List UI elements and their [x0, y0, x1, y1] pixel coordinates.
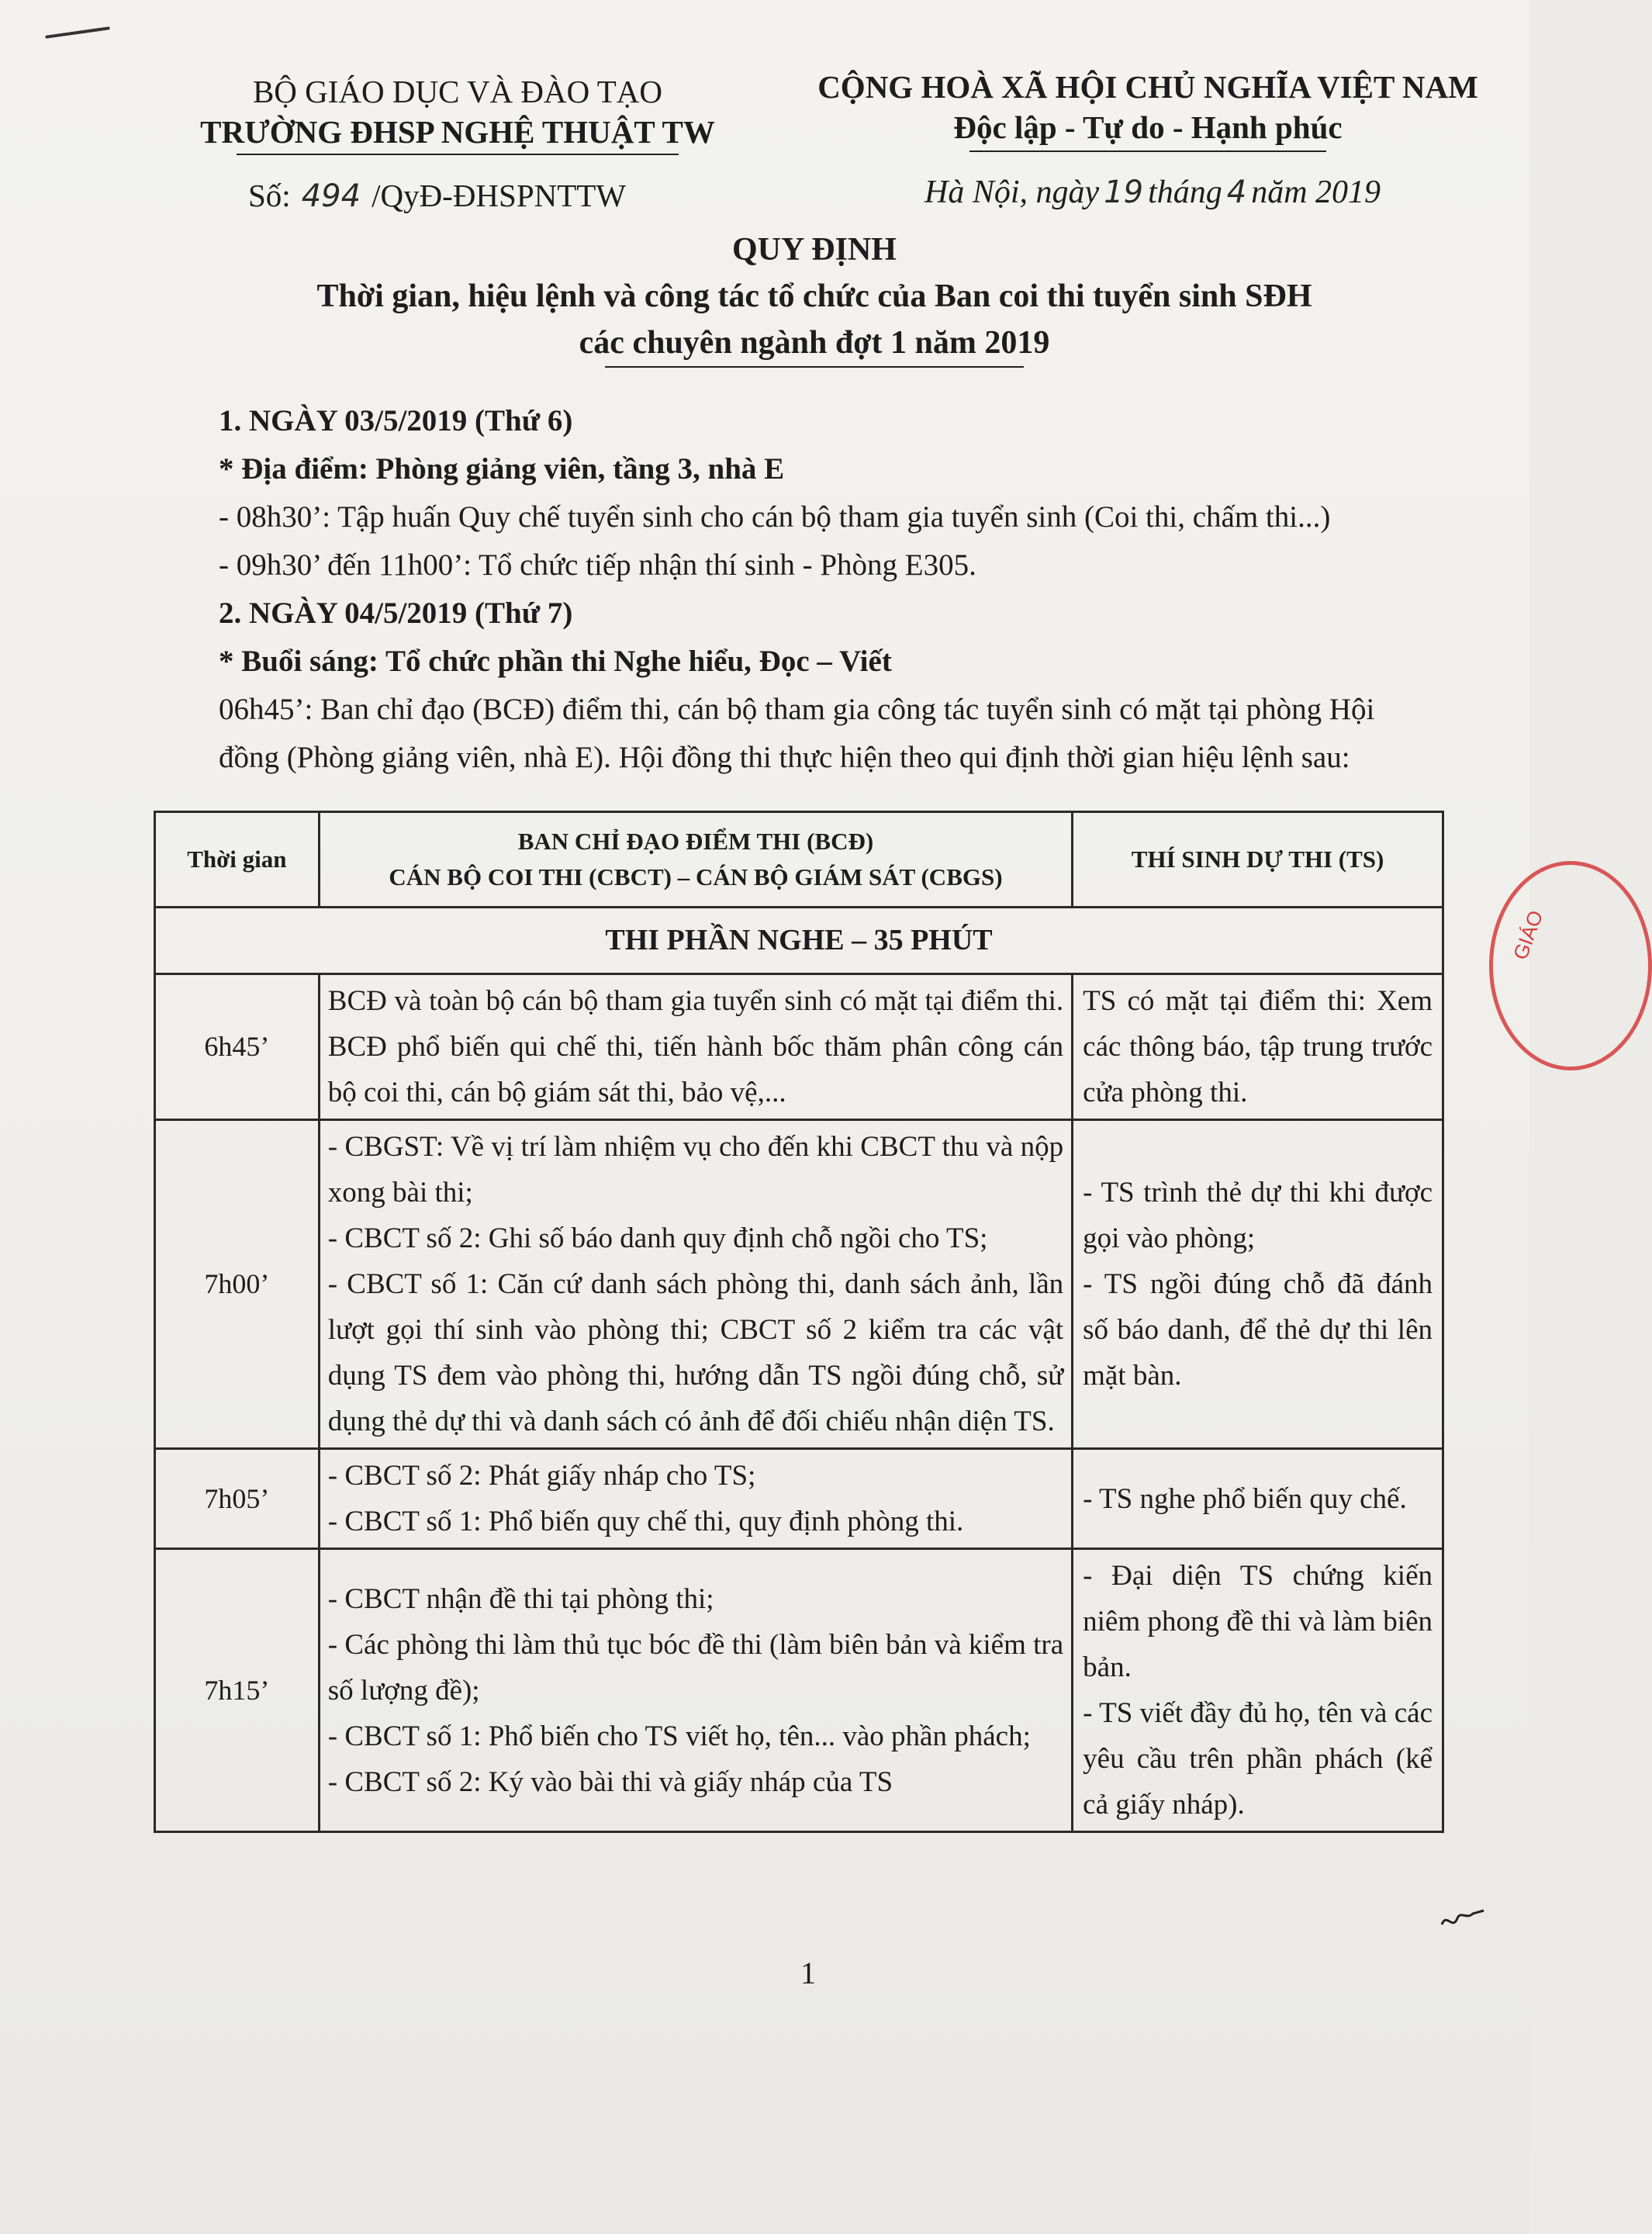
candidate-duty-line: - Đại diện TS chứng kiến niêm phong đề thi và làm biên bản.: [1083, 1560, 1433, 1683]
school-name: TRƯỜNG ĐHSP NGHỆ THUẬT TW: [200, 114, 715, 150]
table-header-row: [155, 812, 1443, 908]
motto-underline: [969, 150, 1326, 152]
section-title: THI PHẦN NGHE – 35 PHÚT: [155, 908, 1443, 974]
doc-number-prefix: Số:: [248, 178, 291, 213]
section-1: [219, 397, 1429, 782]
doc-number-value: 494: [301, 178, 361, 214]
candidate-duty-line: TS có mặt tại điểm thi: Xem các thông báo, tập trung trước cửa phòng thi.: [1083, 985, 1433, 1108]
country-name: CỘNG HOÀ XÃ HỘI CHỦ NGHĨA VIỆT NAM: [817, 69, 1478, 105]
table-row: [155, 1449, 1443, 1549]
staff-duty-line: - Các phòng thi làm thủ tục bóc đề thi (làm biên bản và kiểm tra số lượng đề);: [327, 1628, 1064, 1707]
document-date: [924, 174, 1381, 211]
section1-item1: - 08h30’: Tập huấn Quy chế tuyển sinh cho cán bộ tham gia tuyển sinh (Coi thi, chấm thi...): [219, 500, 1331, 534]
staff-duty-line: - CBCT số 1: Phổ biến cho TS viết họ, tên... vào phần phách;: [327, 1720, 1031, 1752]
section2-session: * Buổi sáng: Tổ chức phần thi Nghe hiểu, Đọc – Viết: [219, 645, 892, 678]
title-underline: [605, 366, 1024, 368]
col-candidate-header: THÍ SINH DỰ THI (TS): [1073, 812, 1443, 908]
date-day: 19: [1104, 175, 1144, 210]
row-staff-duties: [319, 974, 1072, 1120]
row-staff-duties: [319, 1120, 1072, 1449]
table-row: [155, 1549, 1443, 1832]
staff-duty-line: BCĐ và toàn bộ cán bộ tham gia tuyển sinh có mặt tại điểm thi. BCĐ phổ biến qui chế thi, tiến hành bốc thăm phân công cán bộ coi thi, cán bộ giám sát thi, bảo vệ,...: [327, 985, 1064, 1108]
date-part2: tháng: [1148, 175, 1222, 210]
row-time: 7h05’: [155, 1449, 320, 1549]
document-title: [0, 227, 1629, 368]
pen-mark: [45, 26, 110, 39]
section1-heading: 1. NGÀY 03/5/2019 (Thứ 6): [219, 404, 573, 437]
row-candidate-duties: [1073, 974, 1443, 1120]
candidate-duty-line: - TS ngồi đúng chỗ đã đánh số báo danh, để thẻ dự thi lên mặt bàn.: [1083, 1268, 1433, 1392]
date-part1: Hà Nội, ngày: [924, 175, 1100, 210]
row-time: 7h15’: [155, 1549, 320, 1832]
row-candidate-duties: [1073, 1449, 1443, 1549]
staff-duty-line: - CBCT nhận đề thi tại phòng thi;: [327, 1582, 714, 1615]
signature-mark: [1439, 1897, 1485, 1935]
row-time: 7h00’: [155, 1120, 320, 1449]
col-staff-header-line1: BAN CHỈ ĐẠO ĐIỂM THI (BCĐ): [517, 828, 874, 855]
staff-duty-line: - CBCT số 2: Ghi số báo danh quy định chỗ ngồi cho TS;: [327, 1222, 988, 1254]
doc-number-suffix: /QyĐ-ĐHSPNTTW: [372, 178, 627, 213]
national-motto: Độc lập - Tự do - Hạnh phúc: [953, 109, 1343, 145]
table-body: [155, 974, 1443, 1832]
staff-duty-line: - CBGST: Về vị trí làm nhiệm vụ cho đến khi CBCT thu và nộp xong bài thi;: [327, 1131, 1064, 1209]
school-underline: [237, 154, 679, 155]
ministry-header: [178, 71, 737, 155]
candidate-duty-line: - TS nghe phổ biến quy chế.: [1083, 1482, 1407, 1515]
title-sub2: các chuyên ngành đợt 1 năm 2019: [579, 325, 1050, 361]
candidate-duty-line: - TS trình thẻ dự thi khi được gọi vào phòng;: [1083, 1177, 1433, 1254]
col-staff-header-line2: CÁN BỘ COI THI (CBCT) – CÁN BỘ GIÁM SÁT (CBGS): [389, 863, 1003, 890]
date-part3: năm 2019: [1251, 175, 1381, 210]
table-row: [155, 974, 1443, 1120]
row-time: 6h45’: [155, 974, 320, 1120]
title-main: QUY ĐỊNH: [732, 232, 897, 268]
stamp-text: GIÁO: [1508, 907, 1548, 963]
section2-intro: 06h45’: Ban chỉ đạo (BCĐ) điểm thi, cán bộ tham gia công tác tuyển sinh có mặt tại phòng Hội đồng (Phòng giảng viên, nhà E). Hội đồng thi thực hiện theo qui định thời gian hiệu lệnh sau:: [219, 693, 1375, 774]
document-number: [248, 177, 626, 214]
candidate-duty-line: - TS viết đầy đủ họ, tên và các yêu cầu trên phần phách (kể cả giấy nháp).: [1083, 1697, 1433, 1821]
staff-duty-line: - CBCT số 2: Phát giấy nháp cho TS;: [327, 1460, 756, 1492]
row-staff-duties: [319, 1549, 1072, 1832]
staff-duty-line: - CBCT số 1: Phổ biến quy chế thi, quy định phòng thi.: [327, 1506, 964, 1537]
red-stamp: [1489, 861, 1652, 1070]
ministry-name: BỘ GIÁO DỤC VÀ ĐÀO TẠO: [252, 74, 663, 109]
row-candidate-duties: [1073, 1120, 1443, 1449]
table-row: [155, 1120, 1443, 1449]
section1-item2: - 09h30’ đến 11h00’: Tổ chức tiếp nhận thí sinh - Phòng E305.: [219, 548, 976, 582]
national-header: [807, 67, 1489, 152]
title-sub1: Thời gian, hiệu lệnh và công tác tổ chức của Ban coi thi tuyển sinh SĐH: [316, 278, 1312, 314]
col-staff-header: [319, 812, 1072, 908]
table-section-row: [155, 908, 1443, 974]
section2-heading: 2. NGÀY 04/5/2019 (Thứ 7): [219, 597, 573, 630]
staff-duty-line: - CBCT số 1: Căn cứ danh sách phòng thi, danh sách ảnh, lần lượt gọi thí sinh vào phòng thi; CBCT số 2 kiểm tra các vật dụng TS đem vào phòng thi, hướng dẫn TS ngồi đúng chỗ, sử dụng thẻ dự thi và danh sách có ảnh để đối chiếu nhận diện TS.: [327, 1268, 1064, 1437]
schedule-table: [154, 811, 1444, 1833]
section1-place: * Địa điểm: Phòng giảng viên, tầng 3, nhà E: [219, 452, 785, 486]
staff-duty-line: - CBCT số 2: Ký vào bài thi và giấy nháp của TS: [327, 1765, 893, 1798]
row-staff-duties: [319, 1449, 1072, 1549]
row-candidate-duties: [1073, 1549, 1443, 1832]
page-number: 1: [800, 1956, 816, 1990]
date-month: 4: [1226, 175, 1247, 210]
col-time-header: Thời gian: [155, 812, 320, 908]
